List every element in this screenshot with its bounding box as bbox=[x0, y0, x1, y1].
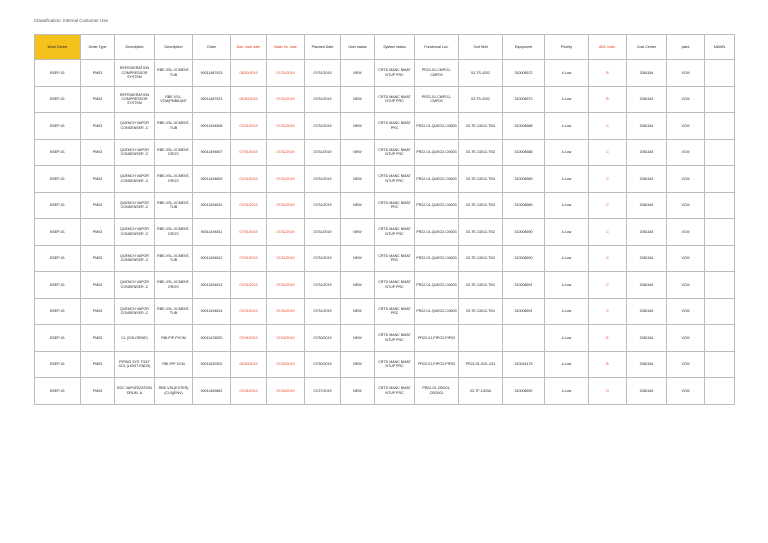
table-cell[interactable]: 310024175 bbox=[503, 351, 545, 378]
table-cell[interactable]: C bbox=[589, 272, 627, 299]
table-cell[interactable]: REFRIGERATION COMPRESSOR SYSTEM bbox=[115, 86, 155, 113]
table-cell[interactable]: BSEP-01 bbox=[35, 192, 81, 219]
table-cell[interactable]: CRTD MANC NMAT PRC bbox=[375, 113, 415, 140]
table-cell[interactable]: VCM bbox=[667, 245, 705, 272]
table-cell[interactable]: 90011494809 bbox=[193, 166, 231, 193]
column-header[interactable]: Order bbox=[193, 35, 231, 60]
table-cell[interactable]: CRTD MANC NMAT NTUP PRC bbox=[375, 166, 415, 193]
table-cell[interactable]: 03-TF-1303A bbox=[459, 378, 503, 405]
table-cell[interactable]: BSEP-01 bbox=[35, 245, 81, 272]
table-cell[interactable]: 90011494808 bbox=[193, 113, 231, 140]
table-cell[interactable]: 07/31/2019 bbox=[305, 113, 341, 140]
table-cell[interactable]: PR22-01-QUEO2-CN003 bbox=[415, 139, 459, 166]
table-cell[interactable]: 310008588 bbox=[503, 113, 545, 140]
table-header-row bbox=[35, 35, 735, 60]
table-cell[interactable] bbox=[705, 245, 735, 272]
table-cell[interactable]: CRTD MANC NMAT NTUP PRC bbox=[375, 60, 415, 87]
table-cell[interactable]: 2081164 bbox=[627, 139, 667, 166]
table-cell[interactable]: 07/30/2019 bbox=[305, 351, 341, 378]
table-cell[interactable]: 03-TE-13012-TN3 bbox=[459, 113, 503, 140]
table-cell[interactable]: RBI-PIP-PVCM bbox=[155, 325, 193, 352]
table-cell[interactable]: PR22-01-PIPO2-PIP03 bbox=[415, 325, 459, 352]
table-cell[interactable]: C bbox=[589, 166, 627, 193]
table-cell[interactable]: QUENCH VAPOR CONDENSER -C bbox=[115, 139, 155, 166]
table-cell[interactable]: 2081164 bbox=[627, 60, 667, 87]
table-cell[interactable]: 07/24/2019 bbox=[267, 378, 305, 405]
table-cell[interactable]: NEW bbox=[341, 245, 375, 272]
table-cell[interactable]: 07/31/2019 bbox=[267, 272, 305, 299]
table-cell[interactable]: RBE-VSL-VCMENT-TUB bbox=[155, 192, 193, 219]
table-cell[interactable]: PM03 bbox=[81, 192, 115, 219]
table-cell[interactable] bbox=[705, 166, 735, 193]
table-cell[interactable]: C bbox=[589, 298, 627, 325]
table-cell[interactable]: 07/27/2019 bbox=[305, 378, 341, 405]
table-cell[interactable]: VCM bbox=[667, 298, 705, 325]
table-cell[interactable]: 4-Low bbox=[545, 192, 589, 219]
table-cell[interactable]: PM03 bbox=[81, 60, 115, 87]
column-header[interactable]: Order Type bbox=[81, 35, 115, 60]
column-header[interactable]: Planned Date bbox=[305, 35, 341, 60]
table-row[interactable] bbox=[35, 139, 735, 166]
table-cell[interactable]: CRTD MANC NMAT PRC bbox=[375, 298, 415, 325]
table-row[interactable] bbox=[35, 60, 735, 87]
table-cell[interactable]: 07/01/2019 bbox=[231, 272, 267, 299]
table-cell[interactable] bbox=[705, 60, 735, 87]
table-cell[interactable]: 90011494811 bbox=[193, 219, 231, 246]
table-cell[interactable]: 03-TE-13012-TN3 bbox=[459, 139, 503, 166]
table-cell[interactable]: CRTD MANC NMAT PRC bbox=[375, 245, 415, 272]
table-cell[interactable] bbox=[503, 325, 545, 352]
table-cell[interactable] bbox=[705, 219, 735, 246]
table-cell[interactable]: PM03 bbox=[81, 86, 115, 113]
table-cell[interactable]: NEW bbox=[341, 192, 375, 219]
table-cell[interactable]: BSEP-01 bbox=[35, 325, 81, 352]
table-row[interactable] bbox=[35, 378, 735, 405]
table-cell[interactable]: C bbox=[589, 219, 627, 246]
table-cell[interactable]: PM03 bbox=[81, 139, 115, 166]
table-cell[interactable]: QUENCH VAPOR CONDENSER -C bbox=[115, 113, 155, 140]
table-cell[interactable]: 07/31/2019 bbox=[305, 245, 341, 272]
table-cell[interactable]: RBE-VSL-VCMENT-EROS bbox=[155, 166, 193, 193]
table-cell[interactable]: 90011520302 bbox=[193, 351, 231, 378]
table-cell[interactable]: 07/01/2019 bbox=[231, 245, 267, 272]
table-cell[interactable]: 07/31/2019 bbox=[267, 113, 305, 140]
table-cell[interactable] bbox=[705, 113, 735, 140]
column-header[interactable]: Priority bbox=[545, 35, 589, 60]
table-cell[interactable]: QUENCH VAPOR CONDENSER -C bbox=[115, 245, 155, 272]
table-cell[interactable]: VCM bbox=[667, 60, 705, 87]
table-cell[interactable]: RBI-PIP-VCM bbox=[155, 351, 193, 378]
table-cell[interactable]: 2081164 bbox=[627, 166, 667, 193]
table-cell[interactable]: CRTD MANC NMAT NTUP PRC bbox=[375, 351, 415, 378]
table-cell[interactable]: 90011487923 bbox=[193, 60, 231, 87]
table-cell[interactable]: C bbox=[589, 139, 627, 166]
table-cell[interactable]: B bbox=[589, 60, 627, 87]
table-cell[interactable]: 03-TS-4202 bbox=[459, 60, 503, 87]
table-cell[interactable]: 310008589 bbox=[503, 166, 545, 193]
table-cell[interactable]: PR22-01-QUEO2-CN003 bbox=[415, 245, 459, 272]
table-cell[interactable]: C bbox=[589, 245, 627, 272]
table-cell[interactable]: 06/30/2019 bbox=[231, 86, 267, 113]
table-cell[interactable]: VCM bbox=[667, 113, 705, 140]
table-cell[interactable]: PR22-01-CMPO1-CMP03 bbox=[415, 86, 459, 113]
table-cell[interactable]: PR22-01-QUEO2-CN003 bbox=[415, 113, 459, 140]
table-cell[interactable]: 310008588 bbox=[503, 139, 545, 166]
table-cell[interactable]: CRTD MANC NMAT NTUP PRC bbox=[375, 325, 415, 352]
table-cell[interactable]: VCM bbox=[667, 378, 705, 405]
table-cell[interactable]: 4-Low bbox=[545, 325, 589, 352]
table-cell[interactable]: PM03 bbox=[81, 245, 115, 272]
table-cell[interactable]: 2081164 bbox=[627, 272, 667, 299]
table-cell[interactable]: 4-Low bbox=[545, 113, 589, 140]
page-title: Classification: Internal Customer Use bbox=[34, 18, 109, 23]
table-row[interactable] bbox=[35, 219, 735, 246]
table-cell[interactable]: 07/31/2019 bbox=[305, 272, 341, 299]
table-cell[interactable]: QUENCH VAPOR CONDENSER -C bbox=[115, 219, 155, 246]
table-cell[interactable]: BSEP-01 bbox=[35, 113, 81, 140]
table-cell[interactable]: CRTD MANC NMAT NTUP PRC bbox=[375, 219, 415, 246]
table-cell[interactable]: VCM bbox=[667, 272, 705, 299]
table-cell[interactable]: 07/31/2019 bbox=[305, 192, 341, 219]
table-cell[interactable]: PR22-01-PIPO2-PIP03 bbox=[415, 351, 459, 378]
column-header[interactable]: Work Center bbox=[35, 35, 81, 60]
table-cell[interactable]: 4-Low bbox=[545, 272, 589, 299]
table-cell[interactable]: PR22-01-CBO01-CBO001 bbox=[415, 378, 459, 405]
table-cell[interactable]: 03-TS-4202 bbox=[459, 86, 503, 113]
table-cell[interactable]: BSEP-01 bbox=[35, 272, 81, 299]
table-cell[interactable]: 90011487923 bbox=[193, 86, 231, 113]
table-cell[interactable]: 07/30/2019 bbox=[305, 325, 341, 352]
table-cell[interactable]: BSEP-01 bbox=[35, 166, 81, 193]
table-cell[interactable]: 07/24/2019 bbox=[267, 351, 305, 378]
table-cell[interactable]: 310008589 bbox=[503, 192, 545, 219]
table-cell[interactable]: 90011494813 bbox=[193, 272, 231, 299]
table-cell[interactable]: 2081164 bbox=[627, 378, 667, 405]
table-cell[interactable]: 90011494812 bbox=[193, 245, 231, 272]
table-cell[interactable]: 03-TE-13012-TN2 bbox=[459, 245, 503, 272]
table-cell[interactable]: 4-Low bbox=[545, 351, 589, 378]
table-cell[interactable]: RBE-VSL-VCMENT-EROS bbox=[155, 219, 193, 246]
table-cell[interactable]: PM03 bbox=[81, 298, 115, 325]
table-cell[interactable]: 310008592 bbox=[503, 378, 545, 405]
table-cell[interactable]: NEW bbox=[341, 219, 375, 246]
table-cell[interactable]: VCM bbox=[667, 325, 705, 352]
table-cell[interactable]: 4-Low bbox=[545, 139, 589, 166]
table-cell[interactable]: 2081164 bbox=[627, 192, 667, 219]
table-cell[interactable]: PR22-01-SOL-012 bbox=[459, 351, 503, 378]
table-cell[interactable]: NEW bbox=[341, 139, 375, 166]
table-row[interactable] bbox=[35, 325, 735, 352]
table-cell[interactable]: EDC VAPORIZATION DRUM -A bbox=[115, 378, 155, 405]
column-header[interactable]: System status bbox=[375, 35, 415, 60]
table-cell[interactable] bbox=[705, 272, 735, 299]
table-cell[interactable]: VCM bbox=[667, 219, 705, 246]
table-cell[interactable] bbox=[705, 351, 735, 378]
table-cell[interactable]: E bbox=[589, 325, 627, 352]
table-cell[interactable]: NEW bbox=[341, 325, 375, 352]
table-cell[interactable]: RBE-VSL(EXTER)(CUI)(ENV) bbox=[155, 378, 193, 405]
table-cell[interactable]: REFRIGERATION COMPRESSOR SYSTEM bbox=[115, 60, 155, 87]
table-cell[interactable]: NEW bbox=[341, 272, 375, 299]
table-cell[interactable]: 07/01/2019 bbox=[231, 298, 267, 325]
table-cell[interactable]: 310008591 bbox=[503, 298, 545, 325]
table-cell[interactable]: 06/30/2019 bbox=[231, 60, 267, 87]
table-cell[interactable]: 07/31/2019 bbox=[305, 219, 341, 246]
table-cell[interactable]: CRTD MANC NMAT PRC bbox=[375, 192, 415, 219]
table-cell[interactable] bbox=[705, 298, 735, 325]
table-cell[interactable]: PR22-01-QUEO2-CN003 bbox=[415, 298, 459, 325]
table-cell[interactable]: PR22-01-QUEO2-CN003 bbox=[415, 272, 459, 299]
table-cell[interactable]: PM03 bbox=[81, 166, 115, 193]
table-cell[interactable]: CRTD MANC NMAT NTUP PRC bbox=[375, 378, 415, 405]
column-header[interactable]: Equipment bbox=[503, 35, 545, 60]
column-header[interactable]: Basic fin. date bbox=[267, 35, 305, 60]
table-cell[interactable]: 90011476520 bbox=[193, 325, 231, 352]
table-cell[interactable]: 4-Low bbox=[545, 86, 589, 113]
column-header[interactable]: plant bbox=[667, 35, 705, 60]
table-cell[interactable]: 06/30/2019 bbox=[231, 351, 267, 378]
table-cell[interactable]: PM03 bbox=[81, 113, 115, 140]
column-header[interactable]: Bas. start date bbox=[231, 35, 267, 60]
table-cell[interactable]: CRTD MANC NMAT NTUP PRC bbox=[375, 86, 415, 113]
table-cell[interactable]: 07/01/2019 bbox=[231, 139, 267, 166]
table-cell[interactable]: PR22-01-CMPO1-CMP03 bbox=[415, 60, 459, 87]
table-cell[interactable]: NEW bbox=[341, 378, 375, 405]
table-cell[interactable]: RBE-VSL-VCMENT-TUB bbox=[155, 245, 193, 272]
table-cell[interactable]: PM03 bbox=[81, 378, 115, 405]
table-cell[interactable]: 2081164 bbox=[627, 325, 667, 352]
table-cell[interactable]: 03-TE-13012-TN2 bbox=[459, 219, 503, 246]
table-cell[interactable]: 07/31/2019 bbox=[305, 139, 341, 166]
table-cell[interactable]: PM03 bbox=[81, 325, 115, 352]
table-cell[interactable]: 310008590 bbox=[503, 219, 545, 246]
table-cell[interactable]: 03-TE-13012-TN3 bbox=[459, 192, 503, 219]
column-header[interactable]: Cost Center bbox=[627, 35, 667, 60]
table-cell[interactable]: 07/04/2019 bbox=[231, 378, 267, 405]
table-cell[interactable]: VCM bbox=[667, 86, 705, 113]
table-cell[interactable]: RBE-VSL-VCMENT-EROS bbox=[155, 139, 193, 166]
table-row[interactable] bbox=[35, 351, 735, 378]
table-cell[interactable]: PR22-01-QUEO2-CN003 bbox=[415, 192, 459, 219]
table-cell[interactable]: QUENCH VAPOR CONDENSER -C bbox=[115, 272, 155, 299]
table-cell[interactable]: 2081164 bbox=[627, 245, 667, 272]
column-header[interactable]: User status bbox=[341, 35, 375, 60]
table-cell[interactable]: NEW bbox=[341, 351, 375, 378]
table-cell[interactable]: 07/04/2019 bbox=[231, 325, 267, 352]
table-cell[interactable] bbox=[705, 139, 735, 166]
column-header[interactable]: Sort field bbox=[459, 35, 503, 60]
table-cell[interactable]: 90011494810 bbox=[193, 192, 231, 219]
table-row[interactable] bbox=[35, 298, 735, 325]
table-cell[interactable]: BSEP-01 bbox=[35, 86, 81, 113]
table-cell[interactable]: 07/31/2019 bbox=[267, 245, 305, 272]
table-cell[interactable]: PM03 bbox=[81, 219, 115, 246]
table-cell[interactable] bbox=[705, 192, 735, 219]
table-cell[interactable]: VCM bbox=[667, 192, 705, 219]
table-cell[interactable]: 4-Low bbox=[545, 378, 589, 405]
table-cell[interactable]: RBE-VSL-VCMENT-TUB bbox=[155, 113, 193, 140]
table-cell[interactable]: 4-Low bbox=[545, 298, 589, 325]
table-cell[interactable]: 07/31/2019 bbox=[267, 219, 305, 246]
table-cell[interactable]: CL (CHLORINE) bbox=[115, 325, 155, 352]
table-cell[interactable]: QUENCH VAPOR CONDENSER -C bbox=[115, 192, 155, 219]
table-cell[interactable]: BSEP-01 bbox=[35, 378, 81, 405]
table-cell[interactable]: 310008590 bbox=[503, 245, 545, 272]
table-row[interactable] bbox=[35, 245, 735, 272]
table-row[interactable] bbox=[35, 166, 735, 193]
table-cell[interactable]: QUENCH VAPOR CONDENSER -C bbox=[115, 298, 155, 325]
table-cell[interactable]: RBE-VSL-VCMENT-EROS bbox=[155, 272, 193, 299]
table-cell[interactable]: 07/31/2019 bbox=[267, 86, 305, 113]
table-cell[interactable]: NEW bbox=[341, 86, 375, 113]
table-cell[interactable]: 310008591 bbox=[503, 272, 545, 299]
work-order-table bbox=[34, 34, 735, 405]
table-cell[interactable]: 07/31/2019 bbox=[267, 139, 305, 166]
table-cell[interactable]: CRTD MANC NMAT NTUP PRC bbox=[375, 272, 415, 299]
table-cell[interactable]: C bbox=[589, 192, 627, 219]
table-cell[interactable]: 07/31/2019 bbox=[267, 192, 305, 219]
table-cell[interactable]: 07/31/2019 bbox=[267, 60, 305, 87]
table-cell[interactable]: PR22-01-QUEO2-CN003 bbox=[415, 219, 459, 246]
table-cell[interactable]: BSEP-01 bbox=[35, 298, 81, 325]
table-cell[interactable]: RBE-VSL-VCM(PMBID)NT bbox=[155, 86, 193, 113]
table-cell[interactable]: B bbox=[589, 86, 627, 113]
table-cell[interactable]: 4-Low bbox=[545, 60, 589, 87]
table-cell[interactable]: 310008572 bbox=[503, 60, 545, 87]
column-header[interactable]: Functional Loc. bbox=[415, 35, 459, 60]
table-cell[interactable]: NEW bbox=[341, 113, 375, 140]
table-cell[interactable]: QUENCH VAPOR CONDENSER -C bbox=[115, 166, 155, 193]
table-cell[interactable]: 2081164 bbox=[627, 113, 667, 140]
table-cell[interactable]: D bbox=[589, 378, 627, 405]
table-cell[interactable]: 07/01/2019 bbox=[231, 219, 267, 246]
table-cell[interactable]: 07/01/2019 bbox=[231, 192, 267, 219]
table-cell[interactable]: 07/01/2019 bbox=[231, 113, 267, 140]
table-row[interactable] bbox=[35, 192, 735, 219]
table-cell[interactable]: PM03 bbox=[81, 351, 115, 378]
table-cell[interactable]: BSEP-01 bbox=[35, 139, 81, 166]
table-cell[interactable]: 07/31/2019 bbox=[267, 166, 305, 193]
table-row[interactable] bbox=[35, 113, 735, 140]
table-cell[interactable]: BSEP-01 bbox=[35, 219, 81, 246]
table-cell[interactable]: 90011469862 bbox=[193, 378, 231, 405]
table-cell[interactable]: B bbox=[589, 351, 627, 378]
table-cell[interactable]: 03-TE-13012-TN1 bbox=[459, 298, 503, 325]
table-cell[interactable] bbox=[705, 378, 735, 405]
table-cell[interactable]: 2081164 bbox=[627, 219, 667, 246]
table-cell[interactable]: VCM bbox=[667, 139, 705, 166]
table-cell[interactable]: VCM bbox=[667, 166, 705, 193]
table-cell[interactable]: BSEP-01 bbox=[35, 351, 81, 378]
column-header[interactable]: Description bbox=[115, 35, 155, 60]
table-cell[interactable]: 2081164 bbox=[627, 298, 667, 325]
table-cell[interactable]: PIPING SYS TO&T SOL (LIGHT ENDS) bbox=[115, 351, 155, 378]
table-cell[interactable]: 07/04/2019 bbox=[267, 325, 305, 352]
table-row[interactable] bbox=[35, 272, 735, 299]
table-cell[interactable]: 2081164 bbox=[627, 86, 667, 113]
table-cell[interactable]: NEW bbox=[341, 298, 375, 325]
column-header[interactable]: ABC Indic. bbox=[589, 35, 627, 60]
table-cell[interactable]: PM03 bbox=[81, 272, 115, 299]
table-cell[interactable]: 2081164 bbox=[627, 351, 667, 378]
table-cell[interactable]: PR22-01-QUEO2-CN003 bbox=[415, 166, 459, 193]
table-cell[interactable]: RBE-VSL-VCMENT-TUB bbox=[155, 60, 193, 87]
table-cell[interactable]: 07/31/2019 bbox=[305, 166, 341, 193]
table-cell[interactable]: NEW bbox=[341, 60, 375, 87]
table-cell[interactable]: 07/01/2019 bbox=[231, 166, 267, 193]
table-cell[interactable]: 90011494807 bbox=[193, 139, 231, 166]
table-cell[interactable]: 07/31/2019 bbox=[305, 86, 341, 113]
table-cell[interactable] bbox=[459, 325, 503, 352]
table-cell[interactable]: BSEP-01 bbox=[35, 60, 81, 87]
table-cell[interactable]: 07/31/2019 bbox=[305, 60, 341, 87]
table-cell[interactable]: 03-TE-13012-TN3 bbox=[459, 166, 503, 193]
table-cell[interactable]: RBE-VSL-VCMENT-TUB bbox=[155, 298, 193, 325]
column-header[interactable]: Description bbox=[155, 35, 193, 60]
table-cell[interactable]: 90011494814 bbox=[193, 298, 231, 325]
table-cell[interactable]: 07/31/2019 bbox=[267, 298, 305, 325]
column-header[interactable]: MAWN bbox=[705, 35, 735, 60]
table-cell[interactable] bbox=[705, 86, 735, 113]
table-cell[interactable]: 4-Low bbox=[545, 166, 589, 193]
table-cell[interactable]: 03-TE-13012-TN1 bbox=[459, 272, 503, 299]
table-cell[interactable]: C bbox=[589, 113, 627, 140]
table-cell[interactable] bbox=[705, 325, 735, 352]
table-cell[interactable]: 4-Low bbox=[545, 245, 589, 272]
table-row[interactable] bbox=[35, 86, 735, 113]
table-cell[interactable]: VCM bbox=[667, 351, 705, 378]
table-cell[interactable]: 4-Low bbox=[545, 219, 589, 246]
table-cell[interactable]: CRTD MANC NMAT NTUP PRC bbox=[375, 139, 415, 166]
table-cell[interactable]: 310008572 bbox=[503, 86, 545, 113]
table-cell[interactable]: NEW bbox=[341, 166, 375, 193]
table-cell[interactable]: 07/31/2019 bbox=[305, 298, 341, 325]
